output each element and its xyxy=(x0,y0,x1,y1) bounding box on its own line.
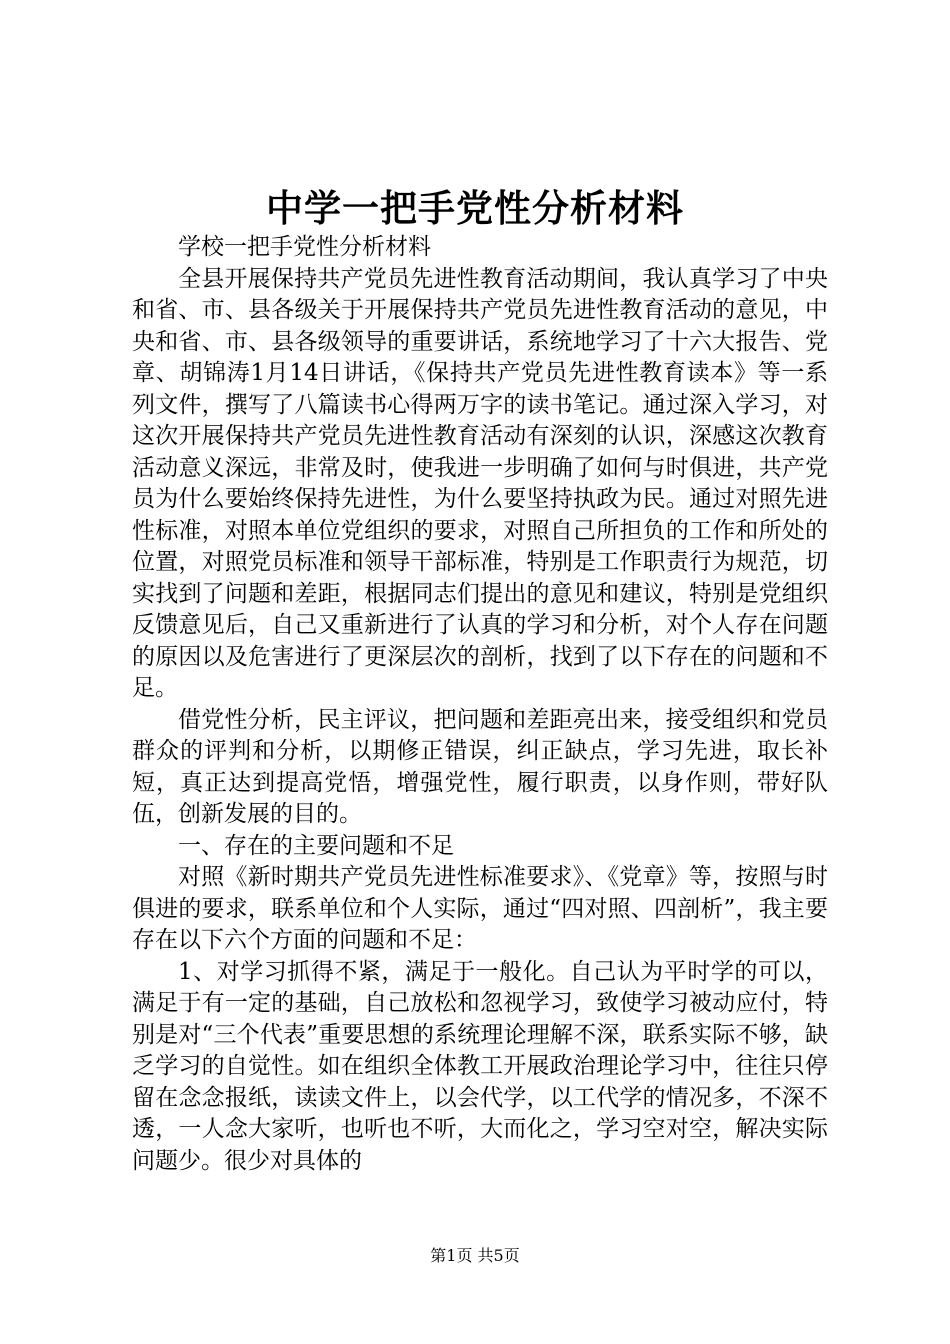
body-paragraph: 借党性分析，民主评议，把问题和差距亮出来，接受组织和党员群众的评判和分析，以期修正错误，纠正缺点，学习先进，取长补短，真正达到提高党悟，增强党性，履行职责，以身作则，带好队伍，创新发展的目的。 xyxy=(132,706,828,827)
subtitle-paragraph: 学校一把手党性分析材料 xyxy=(178,234,431,260)
document-title: 中学一把手党性分析材料 xyxy=(266,186,684,230)
body-paragraph: 1、对学习抓得不紧，满足于一般化。自己认为平时学的可以，满足于有一定的基础，自己放松和忽视学习，致使学习被动应付，特别是对“三个代表”重要思想的系统理论理解不深，联系实际不够，缺乏学习的自觉性。如在组织全体教工开展政治理论学习中，往往只停留在念念报纸，读读文件上，以会代学，以工代学的情况多，不深不透，一人念大家听，也听也不听，大而化之，学习空对空，解决实际问题少。很少对具体的 xyxy=(132,958,828,1174)
document-body xyxy=(132,232,828,1177)
section-heading: 一、存在的主要问题和不足 xyxy=(178,832,454,859)
body-paragraph: 对照《新时期共产党员先进性标准要求》、《党章》等，按照与时俱进的要求，联系单位和个人实际，通过“四对照、四剖析”，我主要存在以下六个方面的问题和不足： xyxy=(132,864,828,953)
page-footer: 第1页 共5页 xyxy=(430,1246,520,1265)
body-paragraph: 全县开展保持共产党员先进性教育活动期间，我认真学习了中央和省、市、县各级关于开展保持共产党员先进性教育活动的意见，中央和省、市、县各级领导的重要讲话，系统地学习了十六大报告、党章、胡锦涛1月14日讲话，《保持共产党员先进性教育读本》等一系列文件，撰写了八篇读书心得两万字的读书笔记。通过深入学习，对这次开展保持共产党员先进性教育活动有深刻的认识，深感这次教育活动意义深远，非常及时，使我进一步明确了如何与时俱进，共产党员为什么要始终保持先进性，为什么要坚持执政为民。通过对照先进性标准，对照本单位党组织的要求，对照自己所担负的工作和所处的位置，对照党员标准和领导干部标准，特别是工作职责行为规范，切实找到了问题和差距，根据同志们提出的意见和建议，特别是党组织反馈意见后，自己又重新进行了认真的学习和分析，对个人存在问题的原因以及危害进行了更深层次的剖析，找到了以下存在的问题和不足。 xyxy=(132,265,828,701)
